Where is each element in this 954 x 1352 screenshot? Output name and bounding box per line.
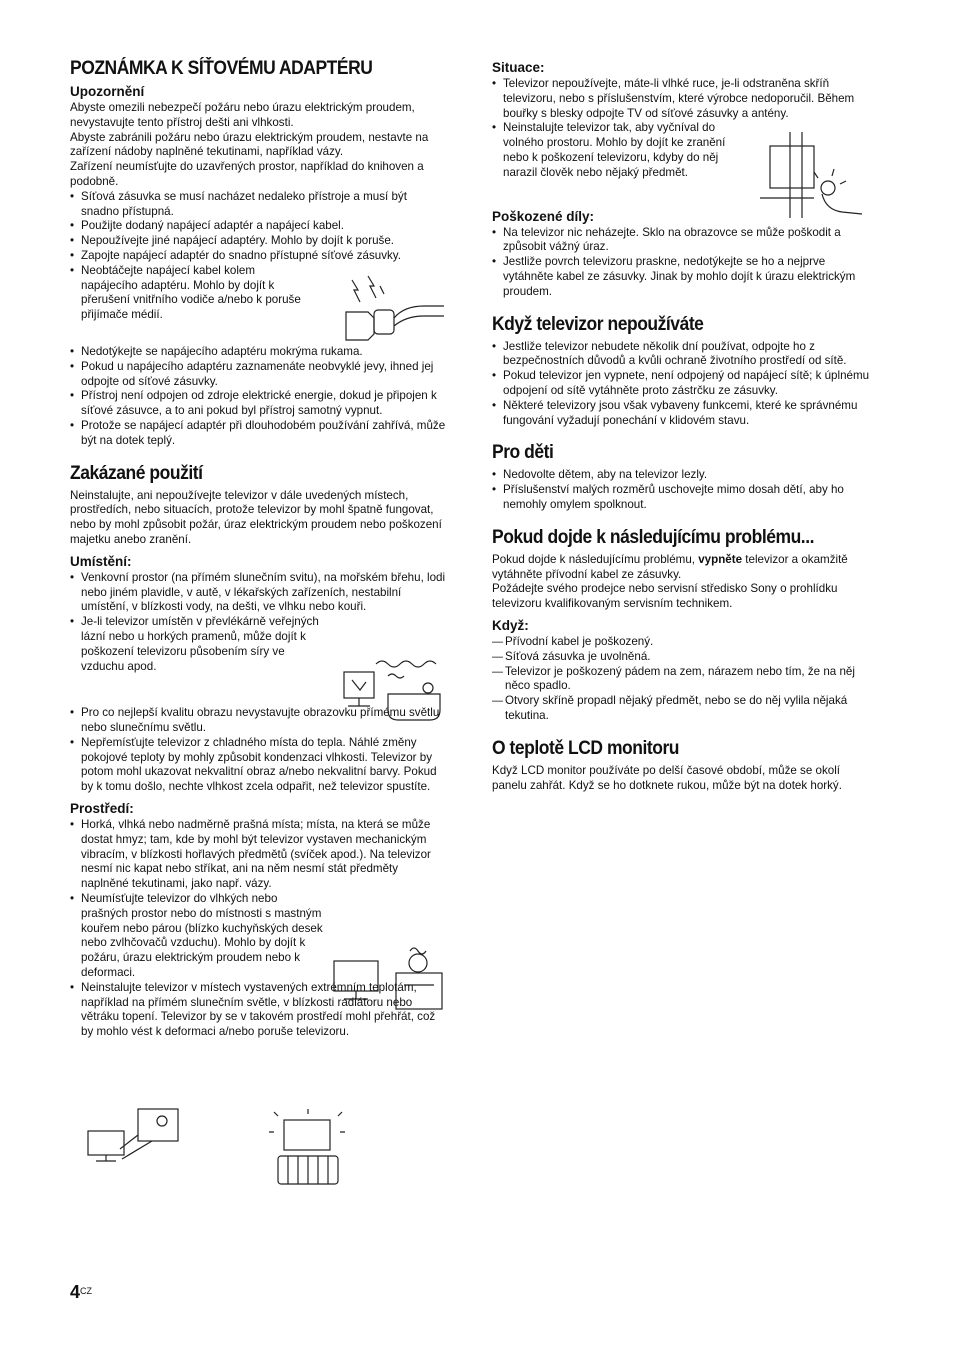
adapter-para-2: Abyste zabránili požáru nebo úrazu elektrickým proudem, nestavte na zařízení nádoby naplněné tekutinami, například vázy. <box>70 130 429 159</box>
situations-heading: Situace: <box>492 60 545 75</box>
when-heading: Když: <box>492 617 529 633</box>
adapter-caution-heading: Upozornění <box>70 84 145 99</box>
list-item: — Síťová zásuvka je uvolněná. <box>492 650 870 665</box>
list-item: • Některé televizory jsou však vybaveny funkcemi, které ke správnému fungování vyžadují ponechání v klidovém stavu. <box>492 399 870 429</box>
problem-text-2: Požádejte svého prodejce nebo servisní středisko Sony o prohlídku televizoru kvalifikovaným servisním technikem. <box>492 582 838 611</box>
bath-sulfur-illustration <box>336 654 448 724</box>
list-item: • Horká, vlhká nebo nadměrně prašná místa; místa, na která se může dostat hmyz; tam, kde by mohl být televizor vystaven mechanickým vibracím, v blízkosti hořlavých předmětů (svíček apod.). Na televizor nesmí nic kapat nebo stříkat, ani na něm nesmí stát předměty naplněné tekutinami, jako např. vázy. <box>70 818 448 892</box>
list-item: • Pro co nejlepší kvalitu obrazu nevystavujte obrazovku přímému světlu nebo slunečnímu světlu. <box>70 706 448 736</box>
list-item: — Televizor je poškozený pádem na zem, nárazem nebo tím, že na něj něco spadlo. <box>492 665 870 695</box>
adapter-para-3: Zařízení neumísťujte do uzavřených prostor, například do knihoven a podobně. <box>70 160 424 188</box>
list-item: • Venkovní prostor (na přímém slunečním svitu), na mořském břehu, lodi nebo jiném plavidle, v autě, v lékařských zařízeních, nestabilní umístění, v blízkosti vody, na dešti, ve vlhku nebo kouři. <box>70 571 448 615</box>
list-item: • Neumísťujte televizor do vlhkých nebo prašných prostor nebo do místnosti s mastným kouřem nebo párou (blízko kuchyňských desek nebo zvlhčovačů vzduchu). Mohlo by dojít k požáru, úrazu elektrickým proudem nebo k deformaci. <box>70 892 323 981</box>
problem-title: Pokud dojde k následujícímu problému... <box>492 526 814 548</box>
page-suffix: CZ <box>80 1286 93 1296</box>
list-item: • Příslušenství malých rozměrů uschovejte mimo dosah dětí, aby ho nemohly omylem spolknout. <box>492 483 870 513</box>
protruding-tv-illustration <box>758 128 870 220</box>
list-item: • Síťová zásuvka se musí nacházet nedaleko přístroje a musí být snadno přístupná. <box>70 190 448 220</box>
sunlight-window-illustration <box>82 1107 182 1165</box>
radiator-heat-illustration <box>268 1108 358 1186</box>
damaged-heading: Poškozené díly: <box>492 208 595 224</box>
when-list <box>492 635 870 724</box>
list-item: • Přístroj není odpojen od zdroje elektrické energie, dokud je připojen k síťové zásuvce, a to ani pokud byl přístroj samotný vypnut. <box>70 389 448 419</box>
list-item: • Jestliže povrch televizoru praskne, nedotýkejte se ho a nejprve vytáhněte kabel ze zásuvky. Jinak by mohlo dojít k úrazu elektrickým proudem. <box>492 255 870 299</box>
environment-heading: Prostředí: <box>70 801 134 817</box>
adapter-para-1: Abyste omezili nebezpečí požáru nebo úrazu elektrickým proudem, nevystavujte tento přístroj dešti ani vlhkosti. <box>70 101 415 129</box>
list-item: • Pokud u napájecího adaptéru zaznamenáte neobvyklé jevy, ihned jej odpojte od síťové zásuvky. <box>70 360 448 390</box>
page-number <box>70 1282 92 1303</box>
list-item: — Přívodní kabel je poškozený. <box>492 635 870 650</box>
problem-text-post: televizor a okamžitě vytáhněte přívodní kabel ze zásuvky. <box>492 552 848 581</box>
prohibited-intro: Neinstalujte, ani nepoužívejte televizor v dále uvedených místech, prostředích, nebo situacích, protože televizor by mohl špatně fungovat, nebo by mohl způsobit požár, úraz elektrickým proudem nebo poškození majetku anebo zranění. <box>70 488 442 546</box>
list-item: • Pokud televizor jen vypnete, není odpojený od napájecí sítě; k úplnému odpojení od sítě vytáhněte proto zástrčku ze zásuvky. <box>492 369 870 399</box>
adapter-title: POZNÁMKA K SÍŤOVÉMU ADAPTÉRU <box>70 58 373 79</box>
list-item: • Použijte dodaný napájecí adaptér a napájecí kabel. <box>70 219 448 234</box>
list-item: — Otvory skříně propadl nějaký předmět, nebo se do něj vylila nějaká tekutina. <box>492 694 870 724</box>
left-column <box>70 54 448 1040</box>
list-item: • Nepoužívejte jiné napájecí adaptéry. Mohlo by dojít k poruše. <box>70 234 448 249</box>
children-title: Pro děti <box>492 442 554 464</box>
problem-text-pre: Pokud dojde k následujícímu problému, <box>492 552 699 566</box>
list-item: • Neinstalujte televizor v místech vystavených extrémním teplotám, například na přímém slunečním světle, v blízkosti radiátoru nebo větráku topení. Televizor by se v takovém prostředí mohl přehřát, což by mohlo vést k deformaci a/nebo poruše televizoru. <box>70 981 448 1040</box>
page-number-value: 4 <box>70 1282 81 1302</box>
location-heading: Umístění: <box>70 553 132 569</box>
children-bullets <box>492 468 870 512</box>
prohibited-title: Zakázané použití <box>70 462 203 484</box>
unused-title: Když televizor nepoužíváte <box>492 313 704 335</box>
list-item: • Protože se napájecí adaptér při dlouhodobém používání zahřívá, může být na dotek teplý. <box>70 419 448 449</box>
list-item: • Nedovolte dětem, aby na televizor lezly. <box>492 468 870 483</box>
list-item: • Neinstalujte televizor tak, aby vyčníval do volného prostoru. Mohlo by dojít ke zranění nebo k poškození televizoru, kdyby do něj narazil člověk nebo nějaký předmět. <box>492 121 751 180</box>
list-item: • Jestliže televizor nebudete několik dní používat, odpojte ho z bezpečnostních důvodů a kvůli ochraně životního prostředí od sítě. <box>492 340 870 370</box>
list-item: • Zapojte napájecí adaptér do snadno přístupné síťové zásuvky. <box>70 249 448 264</box>
problem-text <box>492 553 870 583</box>
lcd-text: Když LCD monitor používáte po delší časové období, může se okolí panelu zahřát. Když se ho dotknete rukou, může být na dotek horký. <box>492 763 842 792</box>
unused-bullets <box>492 340 870 429</box>
list-item: • Nepřemísťujte televizor z chladného místa do tepla. Náhlé změny pokojové teploty by mohly způsobit kondenzaci vlhkosti. Televizor by potom mohl ukazovat nekvalitní obraz a/nebo nekvalitní barvy. Pokud by k tomu došlo, nechte vlhkost zcela odpařit, než televizor spustíte. <box>70 736 448 795</box>
list-item: • Je-li televizor umístěn v převlékárně veřejných lázní nebo u horkých pramenů, může dojít k poškození televizoru působením síry ve vzduchu apod. <box>70 615 326 674</box>
list-item: • Na televizor nic neházejte. Sklo na obrazovce se může poškodit a způsobit vážný úraz. <box>492 226 870 256</box>
damaged-bullets <box>492 226 870 300</box>
list-item: • Neobtáčejte napájecí kabel kolem napájecího adaptéru. Mohlo by dojít k přerušení vnitřního vodiče a/nebo k poruše přijímače médií. <box>70 264 313 323</box>
problem-text-bold: vypněte <box>698 552 743 566</box>
adapter-bullets-b <box>70 345 448 449</box>
list-item: • Televizor nepoužívejte, máte-li vlhké ruce, je-li odstraněna skříň televizoru, nebo s příslušenstvím, které výrobce nedoporučil. Během bouřky s blesky odpojte TV od síťové zásuvky a antény. <box>492 77 870 121</box>
lcd-title: O teplotě LCD monitoru <box>492 737 680 759</box>
adapter-cable-illustration <box>338 272 448 342</box>
list-item: • Nedotýkejte se napájecího adaptéru mokrýma rukama. <box>70 345 448 360</box>
kitchen-steam-illustration <box>330 945 448 1011</box>
